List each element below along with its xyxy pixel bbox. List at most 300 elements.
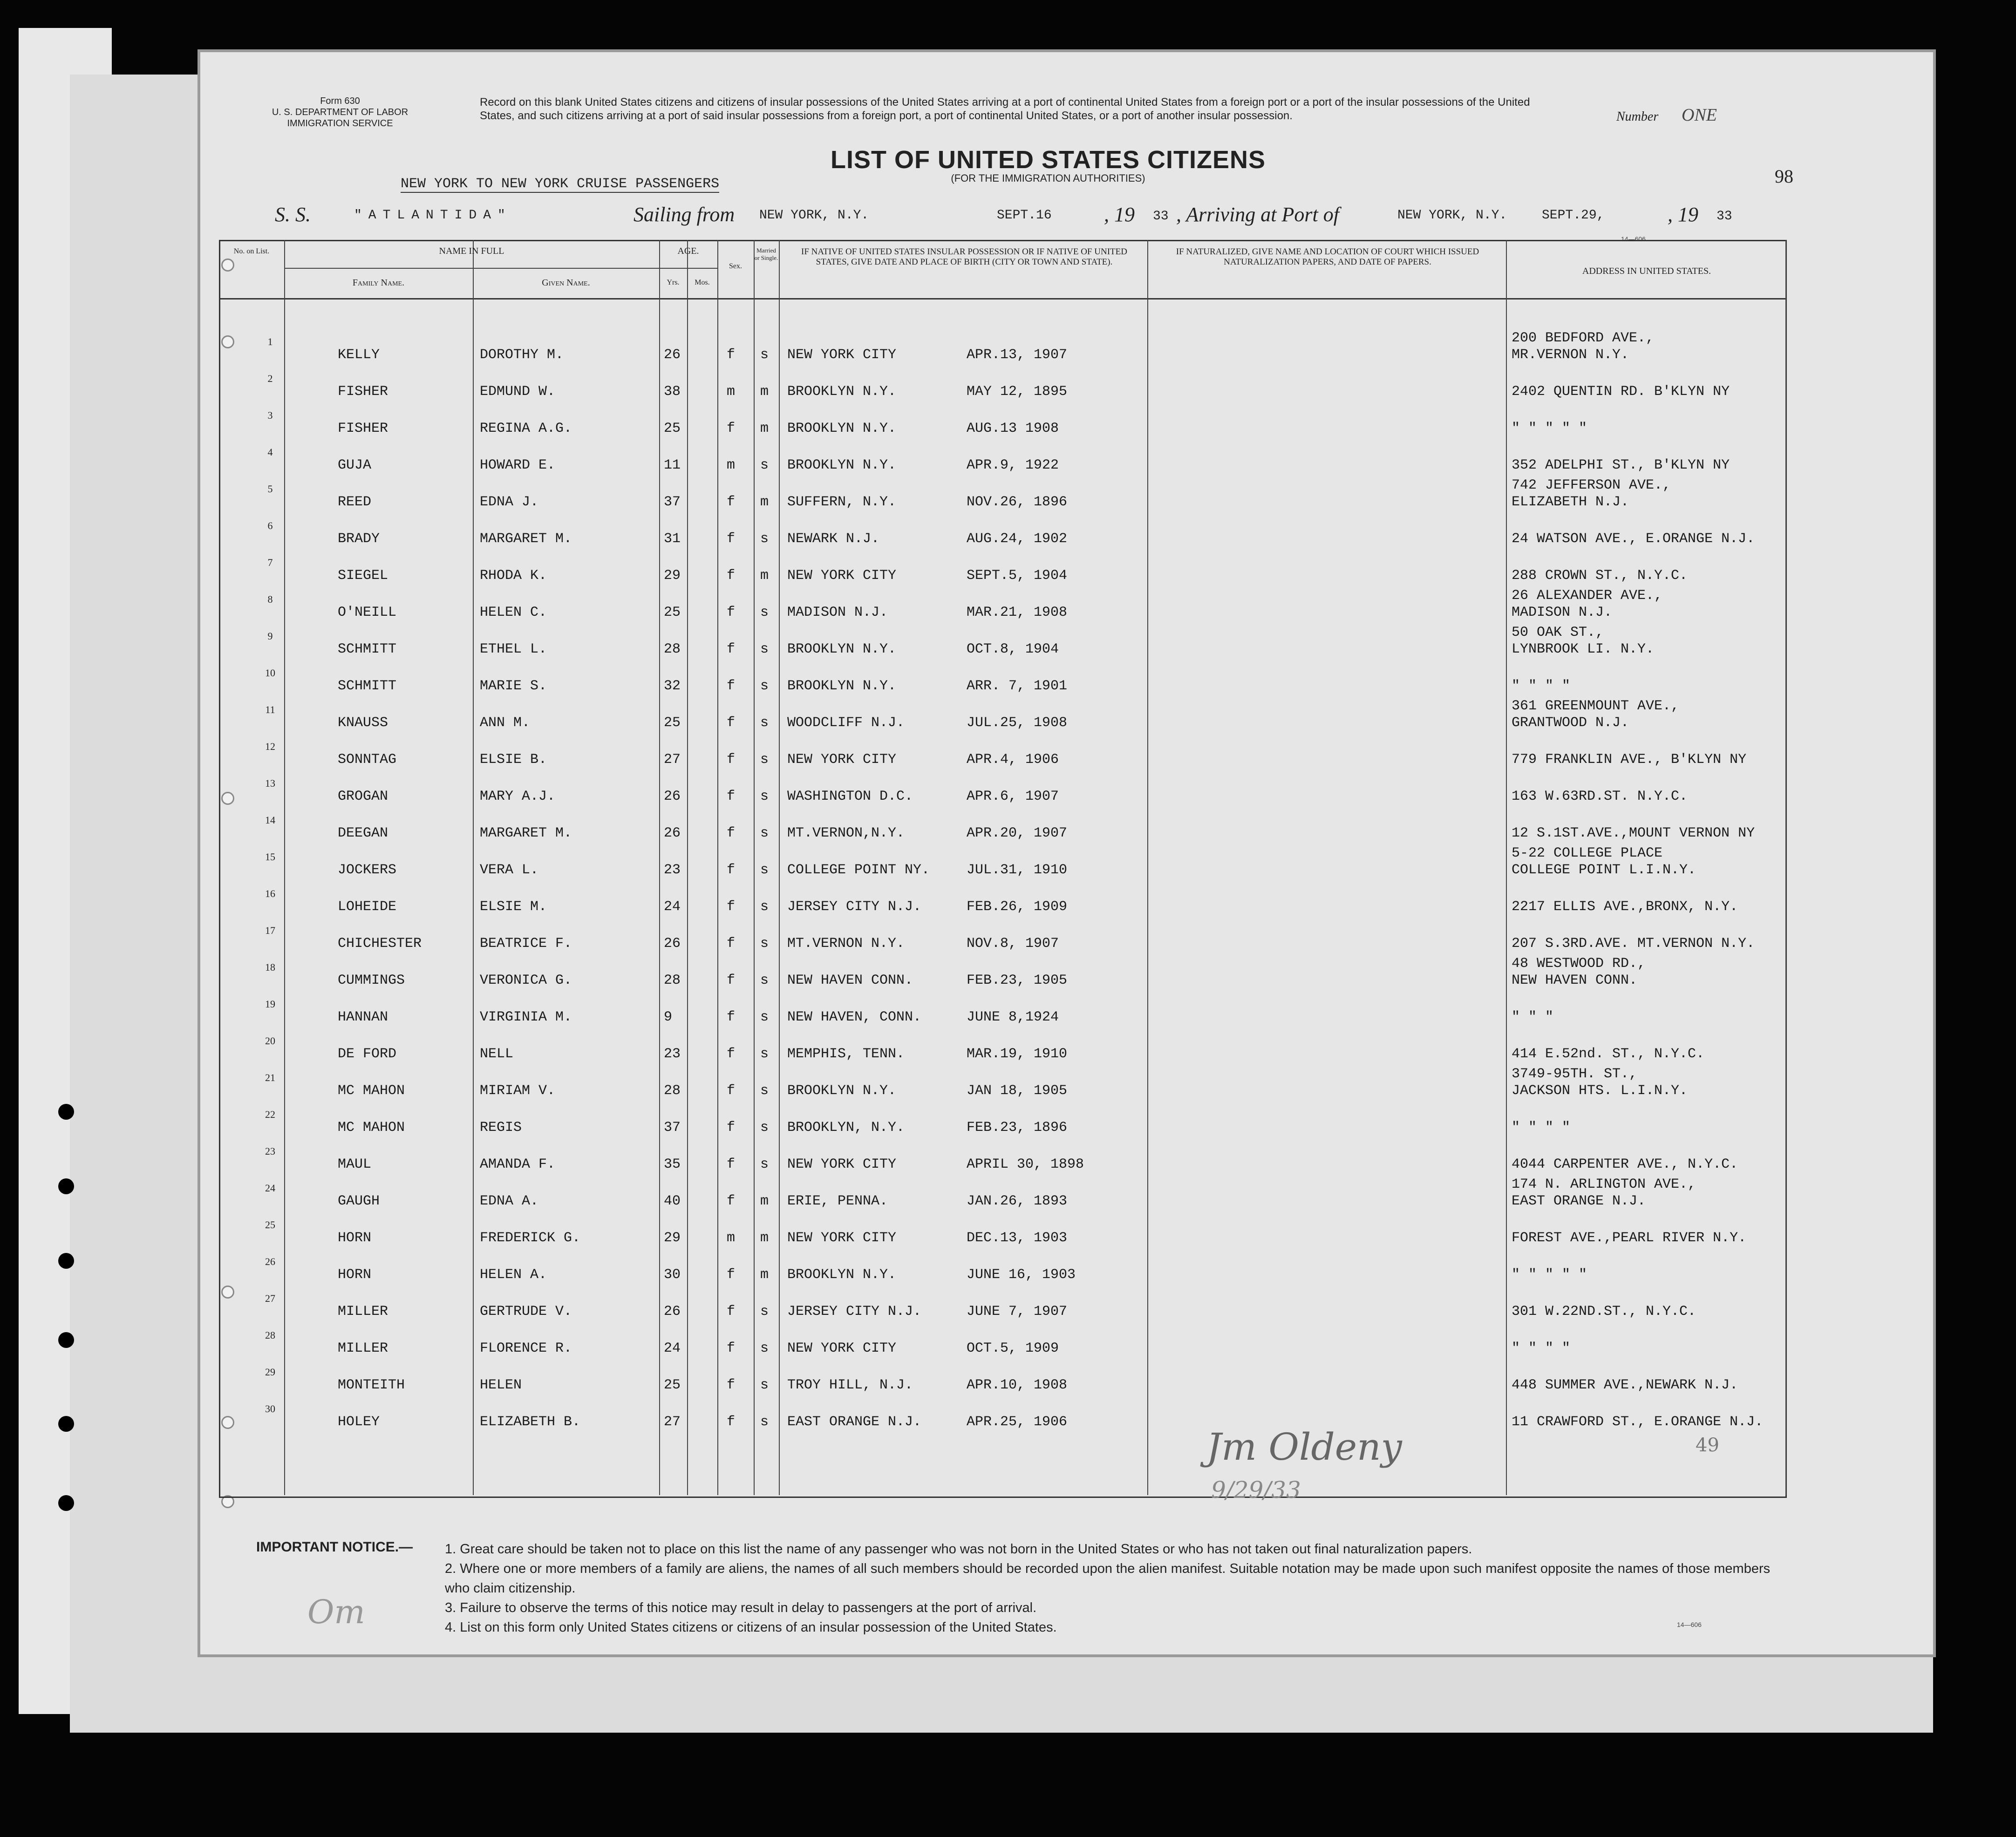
age-years: 25 <box>664 1377 681 1393</box>
birth-date: MAY 12, 1895 <box>967 384 1068 400</box>
age-years: 23 <box>664 1046 681 1062</box>
row-number: 15 <box>265 851 275 863</box>
marital-status: s <box>760 1120 769 1136</box>
row-number: 20 <box>265 1035 275 1047</box>
birth-date: APR.20, 1907 <box>967 825 1068 841</box>
row-number: 22 <box>265 1109 275 1120</box>
birth-date: APR.4, 1906 <box>967 752 1059 768</box>
sex: f <box>727 494 736 510</box>
sex: f <box>727 715 736 731</box>
col-divider <box>1785 240 1786 1495</box>
address-line-2: EAST ORANGE N.J. <box>1512 1193 1646 1209</box>
family-name: SONNTAG <box>338 752 397 768</box>
given-name: HELEN C. <box>480 605 547 620</box>
address-line-1: 288 CROWN ST., N.Y.C. <box>1512 568 1688 584</box>
age-years: 25 <box>664 715 681 731</box>
notice-item: 3. Failure to observe the terms of this notice may result in delay to passengers at the port of arrival. <box>445 1600 1037 1615</box>
sailing-year: 33 <box>1153 209 1169 224</box>
sex: f <box>727 1340 736 1356</box>
family-name: KNAUSS <box>338 715 388 731</box>
address-line-1: " " " " <box>1512 1120 1571 1136</box>
sex: f <box>727 1193 736 1209</box>
sex: f <box>727 825 736 841</box>
row-number: 14 <box>265 814 275 826</box>
sex: m <box>727 457 736 473</box>
count-annotation: 49 <box>1696 1435 1719 1456</box>
address-line-2: COLLEGE POINT L.I.N.Y. <box>1512 862 1696 878</box>
marital-status: s <box>760 1304 769 1320</box>
birthplace: NEW HAVEN CONN. <box>787 973 913 988</box>
row-number: 1 <box>267 336 273 347</box>
row-number: 24 <box>265 1182 275 1194</box>
header-family-name: Family Name. <box>352 278 405 288</box>
col-divider <box>473 240 474 1495</box>
age-years: 37 <box>664 1120 681 1136</box>
binder-hole <box>58 1495 74 1511</box>
given-name: FREDERICK G. <box>480 1230 581 1246</box>
sex: f <box>727 1267 736 1283</box>
given-name: MARGARET M. <box>480 825 572 841</box>
row-number: 29 <box>265 1366 275 1378</box>
sex: f <box>727 1304 736 1320</box>
sex: f <box>727 1009 736 1025</box>
family-name: KELLY <box>338 347 380 363</box>
row-number: 5 <box>267 483 273 495</box>
birthplace: NEW YORK CITY <box>787 1157 897 1172</box>
birth-date: APR.13, 1907 <box>967 347 1068 363</box>
given-name: NELL <box>480 1046 514 1062</box>
age-years: 38 <box>664 384 681 400</box>
family-name: MC MAHON <box>338 1083 405 1099</box>
marital-status: m <box>760 1230 769 1246</box>
birthplace: BROOKLYN N.Y. <box>787 1267 897 1283</box>
header-name-in-full: NAME IN FULL <box>439 246 504 256</box>
birth-date: ARR. 7, 1901 <box>967 678 1068 694</box>
address-line-1: 24 WATSON AVE., E.ORANGE N.J. <box>1512 531 1755 547</box>
given-name: ANN M. <box>480 715 531 731</box>
marital-status: s <box>760 862 769 878</box>
birthplace: JERSEY CITY N.J. <box>787 1304 922 1320</box>
agency-block <box>247 95 433 129</box>
given-name: HOWARD E. <box>480 457 556 473</box>
address-line-1: 174 N. ARLINGTON AVE., <box>1512 1177 1696 1192</box>
birthplace: NEW HAVEN, CONN. <box>787 1009 922 1025</box>
marital-status: s <box>760 1009 769 1025</box>
binder-hole <box>58 1253 74 1269</box>
birth-date: MAR.19, 1910 <box>967 1046 1068 1062</box>
cruise-note: NEW YORK TO NEW YORK CRUISE PASSENGERS <box>401 176 720 192</box>
sex: f <box>727 789 736 804</box>
sex: f <box>727 531 736 547</box>
birthplace: BROOKLYN N.Y. <box>787 384 897 400</box>
address-line-1: 12 S.1ST.AVE.,MOUNT VERNON NY <box>1512 825 1755 841</box>
header-age: AGE. <box>677 246 699 256</box>
family-name: SIEGEL <box>338 568 388 584</box>
service-name: IMMIGRATION SERVICE <box>287 118 393 129</box>
address-line-1: 50 OAK ST., <box>1512 625 1604 640</box>
age-years: 40 <box>664 1193 681 1209</box>
family-name: CHICHESTER <box>338 936 422 952</box>
family-name: SCHMITT <box>338 641 397 657</box>
family-name: CUMMINGS <box>338 973 405 988</box>
given-name: VERA L. <box>480 862 539 878</box>
row-number: 19 <box>265 998 275 1010</box>
address-line-1: 163 W.63RD.ST. N.Y.C. <box>1512 789 1688 804</box>
row-number: 10 <box>265 667 275 679</box>
page-title: LIST OF UNITED STATES CITIZENS <box>831 146 1266 174</box>
age-years: 28 <box>664 1083 681 1099</box>
inspector-signature: Jm Oldeny <box>1206 1425 1402 1469</box>
notice-item: 1. Great care should be taken not to place on this list the name of any passenger who was not born in the United States or who has not taken out final naturalization papers. <box>445 1542 1472 1557</box>
birth-date: JAN.26, 1893 <box>967 1193 1068 1209</box>
address-line-1: 414 E.52nd. ST., N.Y.C. <box>1512 1046 1705 1062</box>
marital-status: s <box>760 1340 769 1356</box>
address-line-2: GRANTWOOD N.J. <box>1512 715 1629 731</box>
age-years: 35 <box>664 1157 681 1172</box>
marital-status: s <box>760 752 769 768</box>
row-number: 7 <box>267 557 273 568</box>
sex: f <box>727 421 736 436</box>
address-line-1: 11 CRAWFORD ST., E.ORANGE N.J. <box>1512 1414 1764 1430</box>
age-years: 29 <box>664 1230 681 1246</box>
birthplace: COLLEGE POINT NY. <box>787 862 930 878</box>
birth-date: JUL.31, 1910 <box>967 862 1068 878</box>
row-number: 23 <box>265 1145 275 1157</box>
birth-date: MAR.21, 1908 <box>967 605 1068 620</box>
address-line-1: 448 SUMMER AVE.,NEWARK N.J. <box>1512 1377 1738 1393</box>
birth-date: APR.25, 1906 <box>967 1414 1068 1430</box>
address-line-1: 361 GREENMOUNT AVE., <box>1512 698 1680 714</box>
birthplace: NEW YORK CITY <box>787 1340 897 1356</box>
birth-date: FEB.23, 1905 <box>967 973 1068 988</box>
address-line-1: " " " " " <box>1512 1267 1587 1283</box>
marital-status: s <box>760 1083 769 1099</box>
age-years: 24 <box>664 1340 681 1356</box>
address-line-2: MADISON N.J. <box>1512 605 1613 620</box>
age-years: 31 <box>664 531 681 547</box>
given-name: VIRGINIA M. <box>480 1009 572 1025</box>
age-years: 26 <box>664 1304 681 1320</box>
age-years: 11 <box>664 457 681 473</box>
row-number: 11 <box>265 704 275 715</box>
address-line-1: 48 WESTWOOD RD., <box>1512 956 1646 972</box>
age-years: 28 <box>664 973 681 988</box>
marital-status: s <box>760 715 769 731</box>
header-no: No. on List. <box>233 247 270 255</box>
birth-date: JUNE 8,1924 <box>967 1009 1059 1025</box>
binder-hole <box>58 1178 74 1194</box>
pencil-initials: Om <box>307 1593 365 1631</box>
family-name: HORN <box>338 1267 372 1283</box>
col-divider <box>284 240 285 1495</box>
marital-status: s <box>760 641 769 657</box>
marital-status: m <box>760 1193 769 1209</box>
given-name: MARIE S. <box>480 678 547 694</box>
row-number: 12 <box>265 741 275 752</box>
family-name: HOLEY <box>338 1414 380 1430</box>
notice-heading: IMPORTANT NOTICE.— <box>256 1539 413 1555</box>
marital-status: s <box>760 1414 769 1430</box>
address-line-1: 207 S.3RD.AVE. MT.VERNON N.Y. <box>1512 936 1755 952</box>
pencil-date: 9/29/33 <box>1211 1476 1301 1504</box>
given-name: HELEN A. <box>480 1267 547 1283</box>
address-line-1: " " " " <box>1512 678 1571 694</box>
notice-list <box>445 1539 1982 1637</box>
given-name: ELIZABETH B. <box>480 1414 581 1430</box>
marital-status: m <box>760 494 769 510</box>
birthplace: MEMPHIS, TENN. <box>787 1046 905 1062</box>
address-line-2: NEW HAVEN CONN. <box>1512 973 1638 988</box>
age-years: 37 <box>664 494 681 510</box>
given-name: MIRIAM V. <box>480 1083 556 1099</box>
form-code-bottom: 14—606 <box>1677 1621 1702 1628</box>
sex: f <box>727 1083 736 1099</box>
given-name: DOROTHY M. <box>480 347 564 363</box>
birth-date: JUL.25, 1908 <box>967 715 1068 731</box>
address-line-1: 2402 QUENTIN RD. B'KLYN NY <box>1512 384 1730 400</box>
birthplace: NEW YORK CITY <box>787 1230 897 1246</box>
marital-status: s <box>760 825 769 841</box>
header-address: ADDRESS IN UNITED STATES. <box>1582 266 1711 276</box>
marital-status: s <box>760 973 769 988</box>
given-name: FLORENCE R. <box>480 1340 572 1356</box>
sex: f <box>727 347 736 363</box>
birthplace: ERIE, PENNA. <box>787 1193 888 1209</box>
family-name: MC MAHON <box>338 1120 405 1136</box>
row-number: 8 <box>267 593 273 605</box>
row-number: 26 <box>265 1256 275 1267</box>
given-name: ELSIE B. <box>480 752 547 768</box>
family-name: MONTEITH <box>338 1377 405 1393</box>
birthplace: BROOKLYN N.Y. <box>787 421 897 436</box>
col-divider <box>1147 240 1148 1495</box>
birth-date: FEB.23, 1896 <box>967 1120 1068 1136</box>
age-years: 26 <box>664 789 681 804</box>
age-years: 32 <box>664 678 681 694</box>
arriving-year: 33 <box>1716 209 1732 224</box>
birth-date: AUG.13 1908 <box>967 421 1059 436</box>
ship-prefix: S. S. <box>275 203 311 226</box>
family-name: MILLER <box>338 1304 388 1320</box>
given-name: MARGARET M. <box>480 531 572 547</box>
sex: f <box>727 1046 736 1062</box>
age-years: 26 <box>664 825 681 841</box>
birth-date: APRIL 30, 1898 <box>967 1157 1084 1172</box>
family-name: GUJA <box>338 457 372 473</box>
row-number: 13 <box>265 777 275 789</box>
given-name: REGINA A.G. <box>480 421 572 436</box>
header-naturalized: IF NATURALIZED, GIVE NAME AND LOCATION OF COURT WHICH ISSUED NATURALIZATION PAPERS, AND DATE OF PAPERS. <box>1176 247 1479 267</box>
family-name: REED <box>338 494 372 510</box>
birth-date: DEC.13, 1903 <box>967 1230 1068 1246</box>
arriving-date: SEPT.29, <box>1542 208 1605 223</box>
marital-status: s <box>760 678 769 694</box>
age-years: 29 <box>664 568 681 584</box>
family-name: LOHEIDE <box>338 899 397 915</box>
sex: f <box>727 1414 736 1430</box>
birthplace: NEW YORK CITY <box>787 752 897 768</box>
marital-status: s <box>760 1377 769 1393</box>
arriving-port: NEW YORK, N.Y. <box>1397 208 1507 223</box>
birthplace: BROOKLYN N.Y. <box>787 1083 897 1099</box>
row-number: 17 <box>265 925 275 936</box>
header-years: Yrs. <box>667 279 680 286</box>
age-years: 9 <box>664 1009 673 1025</box>
address-line-2: LYNBROOK LI. N.Y. <box>1512 641 1655 657</box>
address-line-1: 742 JEFFERSON AVE., <box>1512 477 1671 493</box>
marital-status: s <box>760 936 769 952</box>
given-name: ETHEL L. <box>480 641 547 657</box>
birth-date: JAN 18, 1905 <box>967 1083 1068 1099</box>
address-line-1: 352 ADELPHI ST., B'KLYN NY <box>1512 457 1730 473</box>
family-name: MAUL <box>338 1157 372 1172</box>
marital-status: s <box>760 531 769 547</box>
birth-date: JUNE 16, 1903 <box>967 1267 1076 1283</box>
address-line-1: 200 BEDFORD AVE., <box>1512 330 1655 346</box>
address-line-2: ELIZABETH N.J. <box>1512 494 1629 510</box>
col-divider <box>754 240 755 1495</box>
birth-date: APR.9, 1922 <box>967 457 1059 473</box>
age-years: 26 <box>664 936 681 952</box>
marital-status: s <box>760 457 769 473</box>
header-birthplace: IF NATIVE OF UNITED STATES INSULAR POSSESSION OR IF NATIVE OF UNITED STATES, GIVE DATE AND PLACE OF BIRTH (CITY OR TOWN AND STATE). <box>801 247 1127 267</box>
marital-status: s <box>760 605 769 620</box>
header-given-name: Given Name. <box>542 278 590 288</box>
marital-status: m <box>760 1267 769 1283</box>
given-name: EDMUND W. <box>480 384 556 400</box>
given-name: BEATRICE F. <box>480 936 572 952</box>
sailing-year-prefix: , 19 <box>1104 203 1135 226</box>
sailing-label: Sailing from <box>633 203 735 226</box>
sex: f <box>727 605 736 620</box>
header-months: Mos. <box>695 279 710 286</box>
number-label: Number <box>1616 109 1659 124</box>
header-married: Married or Single. <box>754 247 778 261</box>
family-name: FISHER <box>338 384 388 400</box>
age-years: 25 <box>664 421 681 436</box>
birthplace: MADISON N.J. <box>787 605 888 620</box>
row-number: 2 <box>267 373 273 384</box>
given-name: GERTRUDE V. <box>480 1304 572 1320</box>
birth-date: JUNE 7, 1907 <box>967 1304 1068 1320</box>
name-subheader-line <box>284 268 659 269</box>
address-line-1: " " " " <box>1512 1340 1571 1356</box>
birth-date: FEB.26, 1909 <box>967 899 1068 915</box>
sailing-from: NEW YORK, N.Y. <box>759 208 869 223</box>
sex: f <box>727 752 736 768</box>
given-name: ELSIE M. <box>480 899 547 915</box>
birthplace: BROOKLYN N.Y. <box>787 641 897 657</box>
family-name: DE FORD <box>338 1046 397 1062</box>
birthplace: TROY HILL, N.J. <box>787 1377 913 1393</box>
col-divider <box>717 240 718 1495</box>
birthplace: JERSEY CITY N.J. <box>787 899 922 915</box>
birth-date: NOV.8, 1907 <box>967 936 1059 952</box>
sex: f <box>727 1120 736 1136</box>
row-number: 4 <box>267 446 273 458</box>
birthplace: NEWARK N.J. <box>787 531 880 547</box>
row-number: 9 <box>267 630 273 642</box>
page-subtitle: (FOR THE IMMIGRATION AUTHORITIES) <box>951 172 1145 184</box>
col-divider <box>779 240 780 1495</box>
age-years: 24 <box>664 899 681 915</box>
sex: f <box>727 568 736 584</box>
marital-status: m <box>760 421 769 436</box>
birth-date: APR.10, 1908 <box>967 1377 1068 1393</box>
birthplace: WOODCLIFF N.J. <box>787 715 905 731</box>
address-line-1: 2217 ELLIS AVE.,BRONX, N.Y. <box>1512 899 1738 915</box>
notice-item: 2. Where one or more members of a family are aliens, the names of all such members should be recorded upon the alien manifest. Suitable notation may be made upon such manifest opposite the names of those members who claim citizenship. <box>445 1561 1771 1596</box>
address-line-1: 779 FRANKLIN AVE., B'KLYN NY <box>1512 752 1747 768</box>
sailing-line <box>252 203 1761 231</box>
marital-status: m <box>760 568 769 584</box>
sex: m <box>727 384 736 400</box>
header-divider <box>219 298 1787 299</box>
birthplace: EAST ORANGE N.J. <box>787 1414 922 1430</box>
ship-name: "ATLANTIDA" <box>354 208 512 223</box>
arriving-label: , Arriving at Port of <box>1176 203 1339 226</box>
sex: f <box>727 862 736 878</box>
binder-hole <box>58 1332 74 1348</box>
birth-date: AUG.24, 1902 <box>967 531 1068 547</box>
row-number: 28 <box>265 1329 275 1341</box>
family-name: SCHMITT <box>338 678 397 694</box>
age-years: 27 <box>664 752 681 768</box>
form-number: Form 630 <box>320 96 360 106</box>
given-name: AMANDA F. <box>480 1157 556 1172</box>
address-line-1: 301 W.22ND.ST., N.Y.C. <box>1512 1304 1696 1320</box>
address-line-1: " " " <box>1512 1009 1554 1025</box>
birth-date: OCT.8, 1904 <box>967 641 1059 657</box>
birth-date: APR.6, 1907 <box>967 789 1059 804</box>
marital-status: s <box>760 347 769 363</box>
binder-hole <box>58 1416 74 1432</box>
given-name: MARY A.J. <box>480 789 556 804</box>
family-name: MILLER <box>338 1340 388 1356</box>
birthplace: BROOKLYN N.Y. <box>787 678 897 694</box>
birthplace: NEW YORK CITY <box>787 568 897 584</box>
page-number: 98 <box>1775 166 1793 187</box>
row-number: 3 <box>267 409 273 421</box>
marital-status: m <box>760 384 769 400</box>
sex: f <box>727 973 736 988</box>
address-line-2: JACKSON HTS. L.I.N.Y. <box>1512 1083 1688 1099</box>
col-divider <box>659 240 660 1495</box>
family-name: GROGAN <box>338 789 388 804</box>
family-name: GAUGH <box>338 1193 380 1209</box>
marital-status: s <box>760 1157 769 1172</box>
sex: f <box>727 1157 736 1172</box>
address-line-2: MR.VERNON N.Y. <box>1512 347 1629 363</box>
birthplace: MT.VERNON,N.Y. <box>787 825 905 841</box>
age-years: 25 <box>664 605 681 620</box>
address-line-1: FOREST AVE.,PEARL RIVER N.Y. <box>1512 1230 1747 1246</box>
given-name: HELEN <box>480 1377 522 1393</box>
family-name: DEEGAN <box>338 825 388 841</box>
row-number: 6 <box>267 520 273 531</box>
given-name: VERONICA G. <box>480 973 572 988</box>
number-value: ONE <box>1682 105 1717 125</box>
birthplace: SUFFERN, N.Y. <box>787 494 897 510</box>
arriving-year-prefix: , 19 <box>1668 203 1698 226</box>
binder-hole <box>58 1104 74 1120</box>
age-subheader-line <box>659 268 717 269</box>
sex: m <box>727 1230 736 1246</box>
sex: f <box>727 678 736 694</box>
age-years: 28 <box>664 641 681 657</box>
family-name: O'NEILL <box>338 605 397 620</box>
family-name: JOCKERS <box>338 862 397 878</box>
